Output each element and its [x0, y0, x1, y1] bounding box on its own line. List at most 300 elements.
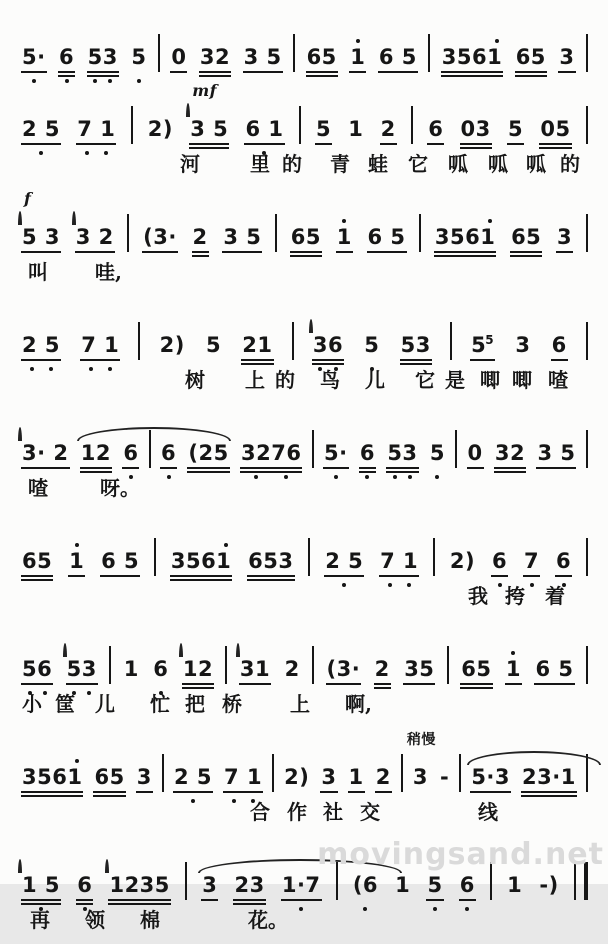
barline [275, 214, 277, 252]
lyric-syllable: 棉 [140, 908, 160, 932]
octave-dot-above [342, 219, 346, 223]
note-digits: 36 [312, 333, 344, 357]
barline [299, 106, 301, 144]
underline [434, 251, 496, 253]
underline [315, 143, 332, 145]
underline [555, 575, 572, 577]
note-digits: 2 [284, 657, 300, 681]
barline [225, 646, 227, 684]
note-digits: 3 5 [190, 117, 229, 141]
underline [515, 71, 547, 73]
note [522, 551, 541, 574]
note-digits: 2 5 [22, 117, 61, 141]
note [406, 732, 436, 790]
note-digits: 3276 [241, 441, 302, 465]
note-digits: 12 [80, 441, 112, 465]
underline [21, 467, 70, 469]
note-digits: - [440, 765, 450, 789]
barline [272, 754, 274, 792]
note-digits: 3 [321, 765, 337, 789]
note-digits: 7 1 [380, 549, 419, 573]
note-digits: 65 [515, 45, 546, 69]
note-digits: 5· [324, 441, 348, 465]
note [535, 443, 577, 466]
note [366, 227, 408, 250]
system [20, 188, 588, 286]
octave-dot-above [495, 39, 499, 43]
note-digits: 65 [306, 45, 337, 69]
lyric-syllable: 它 [415, 368, 435, 392]
octave-dot-above [488, 219, 492, 223]
underline [470, 359, 495, 361]
underline [349, 71, 366, 73]
notes-row [20, 188, 588, 250]
note-digits: 2 [374, 657, 390, 681]
underline [21, 71, 47, 73]
note-digits: 32 [494, 441, 526, 465]
note [537, 875, 560, 898]
system [20, 620, 588, 718]
note-digits: (3· [143, 225, 177, 249]
note [377, 47, 419, 70]
note [20, 551, 54, 574]
underline [21, 143, 61, 145]
underline [87, 75, 119, 77]
note [433, 227, 497, 250]
underline [244, 143, 284, 145]
note [469, 334, 496, 358]
underline [68, 575, 85, 577]
note-digits: 1 [69, 549, 85, 573]
note [438, 767, 451, 790]
note-digits: 0 [467, 441, 483, 465]
underline [241, 359, 273, 361]
note [242, 47, 284, 70]
lyric-syllable: 忙 [150, 692, 170, 716]
underline [320, 791, 337, 793]
underline [460, 143, 492, 145]
note [311, 335, 345, 358]
underline [491, 575, 508, 577]
note [20, 47, 48, 70]
underline [136, 791, 153, 793]
note [243, 119, 285, 142]
note-digits: 1 [507, 873, 523, 897]
note-digits: 1 [123, 657, 139, 681]
watermark: movingsand.net [317, 837, 604, 872]
note-digits: 6 5 [535, 657, 574, 681]
note [513, 335, 532, 358]
underline [505, 683, 522, 685]
slur [179, 643, 183, 657]
underline [58, 75, 75, 77]
note-digits: 3561 [170, 549, 232, 573]
note [440, 47, 504, 70]
underline [290, 251, 322, 253]
note-digits: 2) [147, 117, 173, 141]
underline [21, 683, 53, 685]
note [246, 551, 295, 574]
note [504, 659, 523, 682]
underline [247, 575, 294, 577]
lyric-syllable: 鸟 [320, 368, 340, 392]
barline [586, 646, 588, 684]
note-digits: 1 [348, 765, 364, 789]
lyric-syllable: 里 [250, 152, 270, 176]
note-digits: 53 [400, 333, 431, 357]
note [402, 659, 436, 682]
note [458, 875, 477, 898]
note [283, 659, 302, 682]
underline [558, 71, 575, 73]
note-digits: 65 [461, 657, 492, 681]
note-digits: 5 [364, 333, 380, 357]
note-digits: 21 [242, 333, 273, 357]
note-digits: 5 [471, 333, 487, 357]
note-digits: 3· 2 [22, 441, 69, 465]
note [325, 659, 363, 682]
lyric-syllable: 树 [185, 368, 205, 392]
note-digits: 53 [87, 45, 118, 69]
underline [374, 683, 391, 685]
note [238, 659, 272, 682]
note-digits: 1·7 [281, 873, 321, 897]
note-digits: 3 [559, 45, 575, 69]
note-digits: 2) [284, 765, 310, 789]
lyric-syllable: 筐 [55, 692, 75, 716]
system [20, 8, 588, 70]
slur [18, 859, 22, 873]
note [319, 767, 338, 790]
note-digits: 6 [153, 657, 169, 681]
note-digits: 2) [449, 549, 476, 573]
underline [66, 683, 98, 685]
barline [312, 646, 314, 684]
note-digits: 7 1 [77, 117, 116, 141]
note [186, 443, 230, 466]
note [20, 119, 62, 142]
note [75, 119, 117, 142]
note-digits: 1 [336, 225, 352, 249]
barline [293, 34, 295, 72]
note-digits: (3· [326, 657, 361, 681]
dynamic-mark: mf [192, 81, 217, 100]
note-digits: 65 [290, 225, 321, 249]
lyric-syllable: 挎 [505, 584, 525, 608]
underline [460, 683, 492, 685]
lyrics-row [20, 256, 588, 286]
note-digits: 6 [491, 549, 508, 573]
note [74, 227, 116, 250]
note [374, 767, 393, 790]
dynamic-mark: f [24, 189, 32, 208]
note [459, 119, 493, 142]
note [79, 443, 113, 466]
note [533, 659, 575, 682]
note-digits: 6 [551, 333, 567, 357]
underline [93, 791, 125, 793]
note-digits: 3 [515, 333, 531, 357]
note [67, 551, 86, 574]
underline [375, 791, 392, 793]
note-digits: 2 [192, 225, 208, 249]
underline [75, 251, 115, 253]
note-digits: 6 5 [378, 45, 417, 69]
note-digits: 53 [66, 657, 97, 681]
octave-dot-above [75, 759, 79, 763]
note-digits: 2) [159, 333, 185, 357]
barline [586, 106, 588, 144]
slur [18, 427, 22, 441]
note [428, 443, 447, 466]
lyrics-row [20, 796, 588, 826]
lyric-syllable: 桥 [222, 692, 242, 716]
barline [185, 862, 187, 900]
lyric-syllable: 合 [250, 800, 270, 824]
underline [201, 899, 218, 901]
note [222, 767, 264, 790]
system [20, 296, 588, 394]
note-digits: 6 5 [367, 225, 406, 249]
note-digits: 1 [505, 657, 522, 681]
note [362, 335, 381, 358]
lyric-syllable: 喳 [28, 476, 48, 500]
note [20, 659, 54, 682]
underline [281, 899, 322, 901]
lyric-syllable: 儿 [95, 692, 115, 716]
note [373, 659, 392, 682]
lyric-syllable: 呱 [488, 152, 508, 176]
note-digits: 5 [507, 117, 524, 141]
note-digits: 6 [77, 873, 93, 897]
note [346, 119, 365, 142]
barline [162, 754, 164, 792]
underline [76, 143, 116, 145]
underline [515, 75, 547, 77]
barline [154, 538, 156, 576]
barline [447, 646, 449, 684]
note [493, 443, 527, 466]
note-digits: 2 [380, 117, 396, 141]
underline [426, 899, 443, 901]
barline [292, 322, 294, 360]
note [75, 875, 94, 898]
note [20, 335, 62, 358]
lyric-syllable: 叫 [28, 260, 48, 284]
note [191, 227, 210, 250]
note [20, 189, 62, 250]
underline [359, 467, 376, 469]
octave-dot-above [224, 543, 228, 547]
underline [199, 75, 231, 77]
octave-dot-above [511, 651, 515, 655]
note [469, 767, 512, 790]
note-digits: 6 [59, 45, 75, 69]
note-digits: 1 5 [22, 873, 61, 897]
underline [326, 683, 362, 685]
lyric-syllable: 作 [287, 800, 307, 824]
note-digits: 6 [161, 441, 177, 465]
note [379, 119, 398, 142]
slur [63, 643, 67, 657]
note-digits: 6 [459, 873, 475, 897]
note [92, 767, 126, 790]
note [158, 335, 187, 358]
note-digits: 0 [171, 45, 187, 69]
underline [21, 251, 61, 253]
underline [108, 899, 170, 901]
underline [380, 143, 397, 145]
note [520, 767, 578, 790]
underline [199, 71, 231, 73]
underline [312, 359, 344, 361]
note [509, 227, 543, 250]
underline [240, 467, 302, 469]
note-digits: 5 [429, 441, 445, 465]
note [289, 227, 323, 250]
notes-row [20, 404, 588, 466]
note [347, 767, 366, 790]
lyric-syllable: 呀。 [100, 476, 140, 500]
note-digits: 05 [540, 117, 571, 141]
system [20, 80, 588, 178]
slur [236, 643, 240, 657]
underline [427, 143, 444, 145]
underline [21, 899, 61, 901]
note-digits: 6 [359, 441, 376, 465]
barline [586, 754, 588, 792]
note [181, 659, 215, 682]
note [314, 119, 333, 142]
note [169, 551, 233, 574]
barline [586, 34, 588, 72]
note-digits: 3 [136, 765, 152, 789]
note [204, 335, 223, 358]
octave-dot-above [75, 543, 79, 547]
lyric-syllable: 花。 [248, 908, 288, 932]
grace-note: 5 [485, 333, 495, 347]
note-digits: 2 5 [22, 333, 61, 357]
note [135, 767, 154, 790]
lyric-syllable: 交 [360, 800, 380, 824]
note [172, 767, 214, 790]
underline [551, 359, 568, 361]
note-digits: 2 5 [173, 765, 212, 789]
note-digits: 35 [404, 657, 435, 681]
note-digits: 23·1 [522, 765, 576, 789]
note-digits: 53 [387, 441, 418, 465]
note-digits: 5 [315, 117, 332, 141]
underline [192, 251, 209, 253]
underline [523, 575, 540, 577]
note-digits: 1 [350, 45, 366, 69]
barline [401, 754, 403, 792]
note-digits: 7 1 [81, 333, 120, 357]
note-digits: 65 [22, 549, 53, 573]
underline [189, 143, 229, 145]
lyric-syllable: 喳 [548, 368, 568, 392]
barline [127, 214, 129, 252]
system [20, 512, 588, 610]
note [538, 119, 572, 142]
note-digits: 6 [428, 117, 444, 141]
barline [109, 646, 111, 684]
note [323, 551, 365, 574]
note-digits: 23 [234, 873, 265, 897]
note-digits: 03 [460, 117, 491, 141]
lyric-syllable: 哇, [95, 260, 122, 284]
note [129, 47, 148, 70]
note-digits: 65 [94, 765, 125, 789]
underline [510, 251, 542, 253]
underline [21, 791, 83, 793]
barline [149, 430, 151, 468]
underline [243, 71, 283, 73]
lyrics-row [20, 472, 588, 502]
note [122, 659, 141, 682]
note-digits: (6 [352, 873, 379, 897]
underline [441, 71, 503, 73]
note [20, 443, 71, 466]
underline [467, 467, 484, 469]
note [188, 81, 230, 142]
barline [312, 430, 314, 468]
lyric-syllable: 社 [323, 800, 343, 824]
barline [459, 754, 461, 792]
underline [367, 251, 407, 253]
barline [308, 538, 310, 576]
underline [323, 467, 349, 469]
lyric-syllable: 再 [30, 908, 50, 932]
note-digits: -) [539, 873, 559, 897]
underline [233, 899, 265, 901]
note [505, 875, 524, 898]
underline [182, 683, 214, 685]
note [554, 551, 573, 574]
note-digits: 3 5 [243, 45, 282, 69]
lyric-syllable: 是 [445, 368, 465, 392]
underline [534, 683, 574, 685]
note [280, 875, 323, 898]
lyric-syllable: 青 [330, 152, 350, 176]
note [393, 875, 412, 898]
note [305, 47, 339, 70]
note [159, 443, 178, 466]
note-digits: 3 2 [75, 225, 114, 249]
lyric-syllable: 唧 [512, 368, 532, 392]
note-digits: 12 [182, 657, 214, 681]
lyric-syllable: 上 [290, 692, 310, 716]
note [385, 443, 419, 466]
note-digits: 3 [556, 225, 573, 249]
note-digits: 6 [123, 441, 139, 465]
slur [309, 319, 313, 333]
note-digits: 56 [22, 657, 53, 681]
underline [507, 143, 524, 145]
underline [80, 467, 112, 469]
lyric-syllable: 把 [185, 692, 205, 716]
note-digits: 3561 [434, 225, 496, 249]
note [550, 335, 569, 358]
note-digits: 5 [131, 45, 147, 69]
slur [186, 103, 190, 117]
lyric-syllable: 唧 [480, 368, 500, 392]
note [425, 875, 444, 898]
note [466, 443, 485, 466]
underline [187, 467, 229, 469]
note [448, 551, 477, 574]
lyrics-row [20, 688, 588, 718]
